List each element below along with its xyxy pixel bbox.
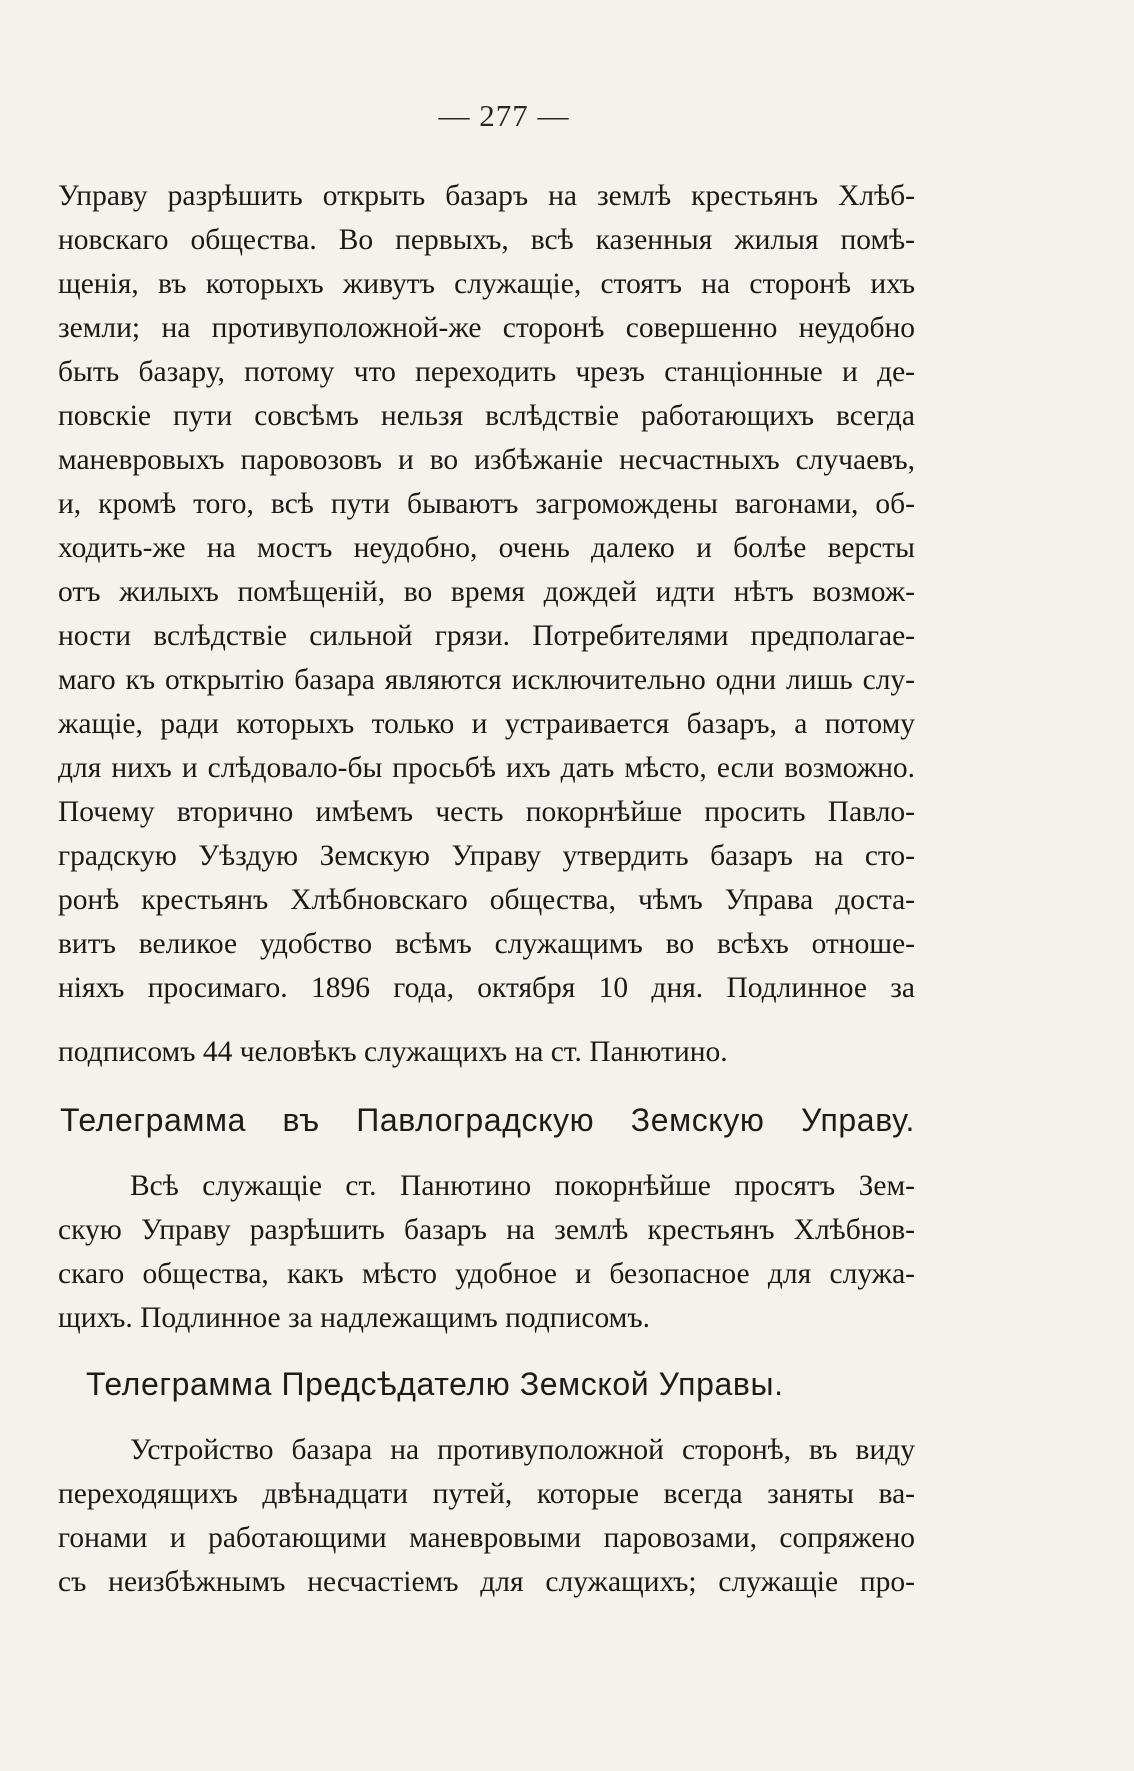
- text-line: ходить-же на мостъ неудобно, очень далеко и болѣе версты: [58, 532, 915, 564]
- telegram-heading: Телеграмма Предсѣдателю Земской Управы.: [86, 1366, 784, 1402]
- text-line: для нихъ и слѣдовало-бы просьбѣ ихъ дать мѣсто, если возможно.: [58, 752, 915, 784]
- text-line: ніяхъ просимаго. 1896 года, октября 10 дня. Подлинное за: [58, 972, 915, 1004]
- page-number: — 277 —: [438, 98, 570, 133]
- text-line: Почему вторично имѣемъ честь покорнѣйше просить Павло-: [58, 796, 915, 828]
- text-line: ронѣ крестьянъ Хлѣбновскаго общества, чѣмъ Управа доста-: [58, 884, 915, 916]
- text-line: быть базару, потому что переходить чрезъ станціонные и де-: [58, 356, 915, 388]
- text-line: Устройство базара на противуположной сторонѣ, въ виду: [130, 1434, 915, 1466]
- text-line: жащіе, ради которыхъ только и устраивается базаръ, а потому: [58, 708, 915, 740]
- text-line: щихъ. Подлинное за надлежащимъ подписомъ.: [58, 1302, 650, 1334]
- text-line: скаго общества, какъ мѣсто удобное и безопасное для служа-: [58, 1258, 915, 1290]
- text-line: подписомъ 44 человѣкъ служащихъ на ст. Панютино.: [58, 1036, 728, 1068]
- text-line: новскаго общества. Во первыхъ, всѣ казенныя жилыя помѣ-: [58, 224, 915, 256]
- text-line: земли; на противуположной-же сторонѣ совершенно неудобно: [58, 312, 915, 344]
- text-line: градскую Уѣздую Земскую Управу утвердить базаръ на сто-: [58, 840, 915, 872]
- text-line: гонами и работающими маневровыми паровозами, сопряжено: [58, 1522, 915, 1554]
- text-line: повскіе пути совсѣмъ нельзя вслѣдствіе работающихъ всегда: [58, 400, 915, 432]
- text-line: съ неизбѣжнымъ несчастіемъ для служащихъ; служащіе про-: [58, 1566, 915, 1598]
- text-line: Всѣ служащіе ст. Панютино покорнѣйше просятъ Зем-: [130, 1170, 915, 1202]
- text-line: маневровыхъ паровозовъ и во избѣжаніе несчастныхъ случаевъ,: [58, 444, 915, 476]
- text-line: маго къ открытію базара являются исключительно одни лишь слу-: [58, 664, 915, 696]
- text-line: щенія, въ которыхъ живутъ служащіе, стоятъ на сторонѣ ихъ: [58, 268, 915, 300]
- text-line: витъ великое удобство всѣмъ служащимъ во всѣхъ отноше-: [58, 928, 915, 960]
- text-line: и, кромѣ того, всѣ пути бываютъ загромождены вагонами, об-: [58, 488, 915, 520]
- text-line: отъ жилыхъ помѣщеній, во время дождей идти нѣтъ возмож-: [58, 576, 915, 608]
- telegram-heading: Телеграмма въ Павлоградскую Земскую Управу.: [60, 1102, 915, 1138]
- text-line: ности вслѣдствіе сильной грязи. Потребителями предполагае-: [58, 620, 915, 652]
- text-line: скую Управу разрѣшить базаръ на землѣ крестьянъ Хлѣбнов-: [58, 1214, 915, 1246]
- text-line: переходящихъ двѣнадцати путей, которые всегда заняты ва-: [58, 1478, 915, 1510]
- text-line: Управу разрѣшить открыть базаръ на землѣ крестьянъ Хлѣб-: [58, 180, 915, 212]
